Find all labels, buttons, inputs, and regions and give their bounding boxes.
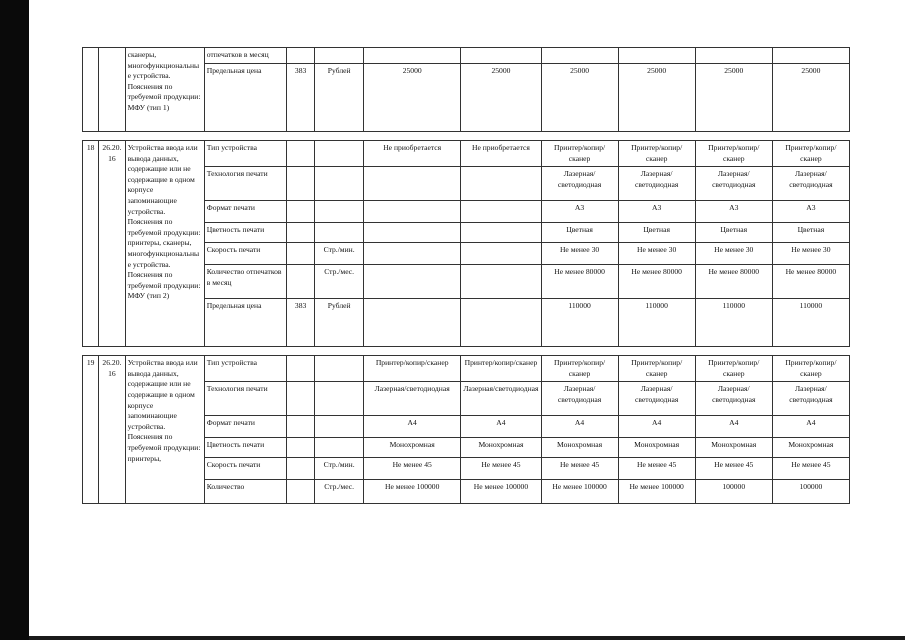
value-cell: Принтер/копир/сканер	[772, 356, 849, 382]
table-row	[83, 356, 850, 382]
value-cell	[541, 48, 618, 64]
value-cell	[461, 201, 541, 223]
value-cell	[363, 265, 460, 299]
value-cell	[461, 243, 541, 265]
okei-code	[286, 356, 314, 382]
value-cell: Монохромная	[363, 438, 460, 458]
value-cell: Не приобретается	[363, 141, 460, 167]
value-cell: Лазерная/светодиодная	[772, 382, 849, 416]
value-cell: Монохромная	[541, 438, 618, 458]
characteristic-label: Количество отпечатков в месяц	[204, 265, 286, 299]
value-cell	[363, 299, 460, 347]
unit-name	[315, 356, 364, 382]
value-cell: Принтер/копир/сканер	[461, 356, 541, 382]
value-cell: Принтер/копир/сканер	[695, 141, 772, 167]
unit-name	[315, 438, 364, 458]
value-cell: Монохромная	[695, 438, 772, 458]
unit-name	[315, 223, 364, 243]
value-cell: 25000	[618, 64, 695, 132]
value-cell: Не менее 30	[618, 243, 695, 265]
characteristic-label: Технология печати	[204, 382, 286, 416]
value-cell	[695, 48, 772, 64]
okei-code	[286, 167, 314, 201]
characteristic-label: Формат печати	[204, 416, 286, 438]
value-cell: 110000	[541, 299, 618, 347]
value-cell: Принтер/копир/сканер	[541, 356, 618, 382]
value-cell: А3	[772, 201, 849, 223]
value-cell: А4	[695, 416, 772, 438]
value-cell: А4	[363, 416, 460, 438]
unit-name	[315, 48, 364, 64]
unit-name: Рублей	[315, 64, 364, 132]
value-cell: 110000	[772, 299, 849, 347]
scan-bottom-edge	[29, 636, 905, 640]
value-cell: Лазерная/светодиодная	[695, 167, 772, 201]
characteristic-label: Технология печати	[204, 167, 286, 201]
value-cell: 110000	[618, 299, 695, 347]
value-cell: Не менее 45	[363, 458, 460, 480]
okpd2-code	[99, 48, 125, 132]
separator-cell	[83, 132, 850, 141]
unit-name: Стр./мес.	[315, 265, 364, 299]
characteristic-label: Тип устройства	[204, 356, 286, 382]
value-cell: Не менее 100000	[618, 480, 695, 504]
value-cell: Не менее 80000	[618, 265, 695, 299]
value-cell: 100000	[695, 480, 772, 504]
value-cell	[461, 299, 541, 347]
okei-code: 383	[286, 64, 314, 132]
value-cell: А3	[541, 201, 618, 223]
value-cell: Лазерная/светодиодная	[461, 382, 541, 416]
value-cell	[363, 48, 460, 64]
value-cell: Принтер/копир/сканер	[772, 141, 849, 167]
characteristic-label: Количество	[204, 480, 286, 504]
unit-name	[315, 416, 364, 438]
value-cell: Монохромная	[461, 438, 541, 458]
value-cell: 25000	[772, 64, 849, 132]
okpd2-code: 26.20.16	[99, 141, 125, 347]
value-cell: Не менее 100000	[541, 480, 618, 504]
unit-name	[315, 167, 364, 201]
okei-code	[286, 416, 314, 438]
table-body	[83, 48, 850, 504]
value-cell: Не приобретается	[461, 141, 541, 167]
value-cell: Принтер/копир/сканер	[695, 356, 772, 382]
value-cell: А4	[772, 416, 849, 438]
value-cell: Принтер/копир/сканер	[363, 356, 460, 382]
value-cell: Не менее 45	[695, 458, 772, 480]
value-cell: Принтер/копир/сканер	[618, 141, 695, 167]
okei-code	[286, 223, 314, 243]
okei-code	[286, 438, 314, 458]
characteristic-label: отпечатков в месяц	[204, 48, 286, 64]
table-row	[83, 141, 850, 167]
okei-code	[286, 201, 314, 223]
value-cell: Цветная	[772, 223, 849, 243]
value-cell: Не менее 45	[618, 458, 695, 480]
value-cell: Не менее 30	[541, 243, 618, 265]
unit-name: Стр./мес.	[315, 480, 364, 504]
value-cell	[461, 265, 541, 299]
separator-cell	[83, 347, 850, 356]
value-cell: Лазерная/светодиодная	[695, 382, 772, 416]
characteristic-label: Предельная цена	[204, 299, 286, 347]
value-cell: Не менее 30	[695, 243, 772, 265]
block-separator	[83, 132, 850, 141]
value-cell: Лазерная/светодиодная	[363, 382, 460, 416]
okei-code	[286, 458, 314, 480]
unit-name: Стр./мин.	[315, 243, 364, 265]
okei-code	[286, 480, 314, 504]
value-cell: А3	[618, 201, 695, 223]
value-cell: Не менее 45	[541, 458, 618, 480]
value-cell	[363, 167, 460, 201]
unit-name: Стр./мин.	[315, 458, 364, 480]
row-number	[83, 48, 99, 132]
value-cell: Цветная	[695, 223, 772, 243]
value-cell: Не менее 80000	[695, 265, 772, 299]
okei-code	[286, 382, 314, 416]
value-cell: Лазерная/светодиодная	[541, 382, 618, 416]
value-cell: Лазерная/светодиодная	[618, 167, 695, 201]
okei-code: 383	[286, 299, 314, 347]
value-cell: 100000	[772, 480, 849, 504]
value-cell: 25000	[541, 64, 618, 132]
value-cell: А4	[541, 416, 618, 438]
value-cell: 25000	[695, 64, 772, 132]
requirements-table	[82, 47, 850, 504]
characteristic-label: Цветность печати	[204, 223, 286, 243]
value-cell: Лазерная/светодиодная	[772, 167, 849, 201]
block-separator	[83, 347, 850, 356]
value-cell: Принтер/копир/сканер	[618, 356, 695, 382]
unit-name	[315, 382, 364, 416]
value-cell: Принтер/копир/сканер	[541, 141, 618, 167]
product-name: сканеры, многофункциональные устройства. Пояснения по требуемой продукции: МФУ (тип 1)	[125, 48, 204, 132]
okpd2-code: 26.20.16	[99, 356, 125, 504]
value-cell	[363, 201, 460, 223]
value-cell	[772, 48, 849, 64]
okei-code	[286, 243, 314, 265]
value-cell: Не менее 45	[772, 458, 849, 480]
value-cell: 110000	[695, 299, 772, 347]
value-cell: Монохромная	[618, 438, 695, 458]
value-cell: Монохромная	[772, 438, 849, 458]
value-cell: Цветная	[541, 223, 618, 243]
characteristic-label: Предельная цена	[204, 64, 286, 132]
unit-name	[315, 141, 364, 167]
value-cell: Не менее 45	[461, 458, 541, 480]
product-name: Устройства ввода или вывода данных, содержащие или не содержащие в одном корпусе запоминающие устройства. Пояснения по требуемой продукции: принтеры, сканеры, многофункциональные устройства. Пояснения по требуемой продукции: МФУ (тип 2)	[125, 141, 204, 347]
okei-code	[286, 141, 314, 167]
okei-code	[286, 48, 314, 64]
value-cell	[461, 223, 541, 243]
value-cell: А4	[461, 416, 541, 438]
scan-left-edge	[0, 0, 29, 640]
value-cell: Не менее 100000	[461, 480, 541, 504]
characteristic-label: Тип устройства	[204, 141, 286, 167]
row-number: 18	[83, 141, 99, 347]
value-cell	[461, 48, 541, 64]
value-cell: А3	[695, 201, 772, 223]
value-cell: 25000	[461, 64, 541, 132]
value-cell	[618, 48, 695, 64]
value-cell	[363, 223, 460, 243]
value-cell: Не менее 80000	[541, 265, 618, 299]
value-cell: Лазерная/светодиодная	[541, 167, 618, 201]
characteristic-label: Цветность печати	[204, 438, 286, 458]
okei-code	[286, 265, 314, 299]
row-number: 19	[83, 356, 99, 504]
value-cell: Цветная	[618, 223, 695, 243]
characteristic-label: Скорость печати	[204, 458, 286, 480]
characteristic-label: Скорость печати	[204, 243, 286, 265]
value-cell: 25000	[363, 64, 460, 132]
value-cell: Не менее 100000	[363, 480, 460, 504]
characteristic-label: Формат печати	[204, 201, 286, 223]
value-cell	[461, 167, 541, 201]
unit-name: Рублей	[315, 299, 364, 347]
value-cell: Не менее 80000	[772, 265, 849, 299]
value-cell: Не менее 30	[772, 243, 849, 265]
product-name: Устройства ввода или вывода данных, содержащие или не содержащие в одном корпусе запоминающие устройства. Пояснения по требуемой продукции: принтеры,	[125, 356, 204, 504]
value-cell: А4	[618, 416, 695, 438]
value-cell: Лазерная/светодиодная	[618, 382, 695, 416]
value-cell	[363, 243, 460, 265]
table-row	[83, 48, 850, 64]
unit-name	[315, 201, 364, 223]
